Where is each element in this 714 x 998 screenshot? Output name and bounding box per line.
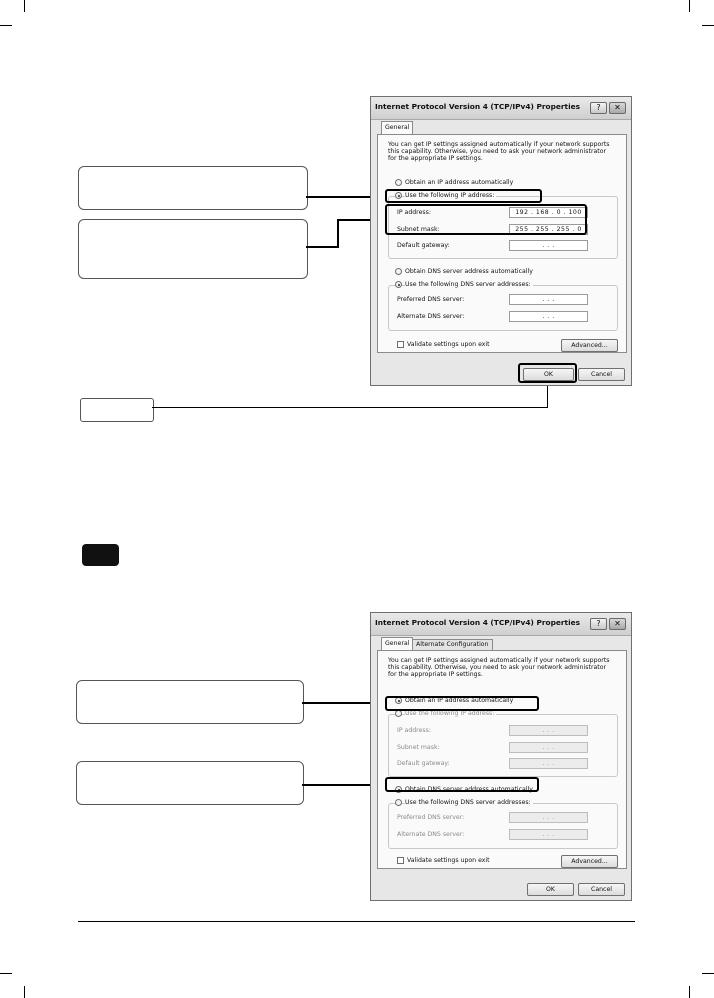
description-line: You can get IP settings assigned automatically if your network supports bbox=[388, 141, 610, 148]
ip-address-label: IP address: bbox=[397, 209, 431, 216]
preferred-dns-field[interactable]: . . . bbox=[509, 294, 588, 305]
callout-box bbox=[78, 219, 308, 279]
dialog-title: Internet Protocol Version 4 (TCP/IPv4) Properties bbox=[375, 618, 581, 627]
tab-alternate-configuration[interactable]: Alternate Configuration bbox=[412, 639, 493, 650]
use-dns-label: Use the following DNS server addresses: bbox=[405, 281, 531, 288]
obtain-ip-radio[interactable] bbox=[395, 179, 402, 186]
ipv4-properties-dialog bbox=[370, 612, 632, 901]
ok-highlight bbox=[518, 363, 577, 383]
description-line: You can get IP settings assigned automatically if your network supports bbox=[388, 657, 610, 664]
crop-mark bbox=[689, 986, 690, 998]
step-badge bbox=[82, 544, 119, 566]
default-gateway-label: Default gateway: bbox=[397, 242, 450, 249]
preferred-dns-label: Preferred DNS server: bbox=[397, 296, 465, 303]
crop-mark bbox=[0, 973, 12, 974]
crop-mark bbox=[0, 25, 12, 26]
alternate-dns-field[interactable]: . . . bbox=[509, 829, 588, 840]
obtain-dns-radio[interactable] bbox=[395, 268, 402, 275]
advanced-button[interactable]: Advanced... bbox=[561, 855, 618, 868]
tab-general[interactable]: General bbox=[381, 121, 413, 134]
validate-checkbox[interactable] bbox=[397, 341, 404, 348]
dns-settings-group bbox=[388, 285, 618, 331]
ok-button[interactable]: OK bbox=[527, 883, 574, 896]
general-panel bbox=[377, 650, 627, 869]
crop-mark bbox=[24, 986, 25, 998]
subnet-mask-field[interactable]: . . . bbox=[509, 742, 588, 753]
description-line: this capability. Otherwise, you need to ask your network administrator bbox=[388, 148, 607, 155]
cancel-button[interactable]: Cancel bbox=[578, 368, 625, 381]
use-dns-radio[interactable] bbox=[395, 281, 402, 288]
obtain-dns-label: Obtain DNS server address automatically bbox=[405, 268, 533, 275]
subnet-mask-label: Subnet mask: bbox=[397, 226, 440, 233]
crop-mark bbox=[702, 25, 714, 26]
use-ip-label: Use the following IP address: bbox=[405, 710, 495, 717]
footer-rule bbox=[78, 921, 635, 922]
callout-box bbox=[80, 398, 154, 422]
tab-general[interactable]: General bbox=[381, 637, 413, 650]
obtain-dns-label: Obtain DNS server address automatically bbox=[405, 786, 533, 793]
description-line: this capability. Otherwise, you need to ask your network administrator bbox=[388, 664, 607, 671]
general-panel bbox=[377, 134, 627, 353]
default-gateway-field[interactable]: . . . bbox=[509, 240, 588, 251]
help-button[interactable]: ? bbox=[590, 618, 607, 630]
default-gateway-field[interactable]: . . . bbox=[509, 758, 588, 769]
description-line: for the appropriate IP settings. bbox=[388, 155, 483, 162]
validate-checkbox[interactable] bbox=[397, 857, 404, 864]
crop-mark bbox=[702, 973, 714, 974]
connector-line bbox=[152, 407, 548, 408]
use-ip-radio[interactable] bbox=[395, 710, 402, 717]
use-ip-label: Use the following IP address: bbox=[405, 192, 495, 199]
close-button[interactable]: ✕ bbox=[609, 102, 626, 114]
alternate-dns-label: Alternate DNS server: bbox=[397, 831, 465, 838]
dialog-title: Internet Protocol Version 4 (TCP/IPv4) Properties bbox=[375, 102, 581, 111]
crop-mark bbox=[689, 0, 690, 12]
ip-fields-highlight bbox=[385, 204, 587, 235]
callout-box bbox=[76, 761, 304, 805]
cancel-button[interactable]: Cancel bbox=[578, 883, 625, 896]
obtain-dns-highlight bbox=[385, 777, 539, 792]
obtain-ip-label: Obtain an IP address automatically bbox=[405, 697, 514, 704]
subnet-mask-label: Subnet mask: bbox=[397, 744, 440, 751]
connector-line bbox=[306, 246, 338, 248]
alternate-dns-label: Alternate DNS server: bbox=[397, 313, 465, 320]
default-gateway-label: Default gateway: bbox=[397, 760, 450, 767]
title-bar bbox=[371, 613, 631, 636]
obtain-ip-label: Obtain an IP address automatically bbox=[405, 179, 514, 186]
close-button[interactable]: ✕ bbox=[609, 618, 626, 630]
ip-address-field[interactable]: . . . bbox=[509, 725, 588, 736]
crop-mark bbox=[24, 0, 25, 12]
obtain-ip-highlight bbox=[385, 696, 539, 711]
preferred-dns-label: Preferred DNS server: bbox=[397, 814, 465, 821]
preferred-dns-field[interactable]: . . . bbox=[509, 812, 588, 823]
use-dns-label: Use the following DNS server addresses: bbox=[405, 799, 531, 806]
ip-address-label: IP address: bbox=[397, 727, 431, 734]
use-ip-highlight bbox=[385, 189, 542, 203]
description-line: for the appropriate IP settings. bbox=[388, 671, 483, 678]
dns-settings-group bbox=[388, 803, 618, 849]
validate-label: Validate settings upon exit bbox=[407, 857, 490, 864]
help-button[interactable]: ? bbox=[590, 102, 607, 114]
callout-box bbox=[76, 680, 304, 724]
title-bar bbox=[371, 97, 631, 120]
use-dns-radio[interactable] bbox=[395, 799, 402, 806]
subnet-mask-field[interactable]: 255 . 255 . 255 . 0 bbox=[509, 224, 588, 235]
ipv4-properties-dialog bbox=[370, 96, 632, 386]
alternate-dns-field[interactable]: . . . bbox=[509, 311, 588, 322]
connector-line bbox=[337, 219, 339, 248]
advanced-button[interactable]: Advanced... bbox=[561, 339, 618, 352]
ip-address-field[interactable]: 192 . 168 . 0 . 100 bbox=[509, 207, 588, 218]
validate-label: Validate settings upon exit bbox=[407, 341, 490, 348]
ok-button[interactable]: OK bbox=[523, 368, 574, 381]
callout-box bbox=[78, 166, 308, 210]
